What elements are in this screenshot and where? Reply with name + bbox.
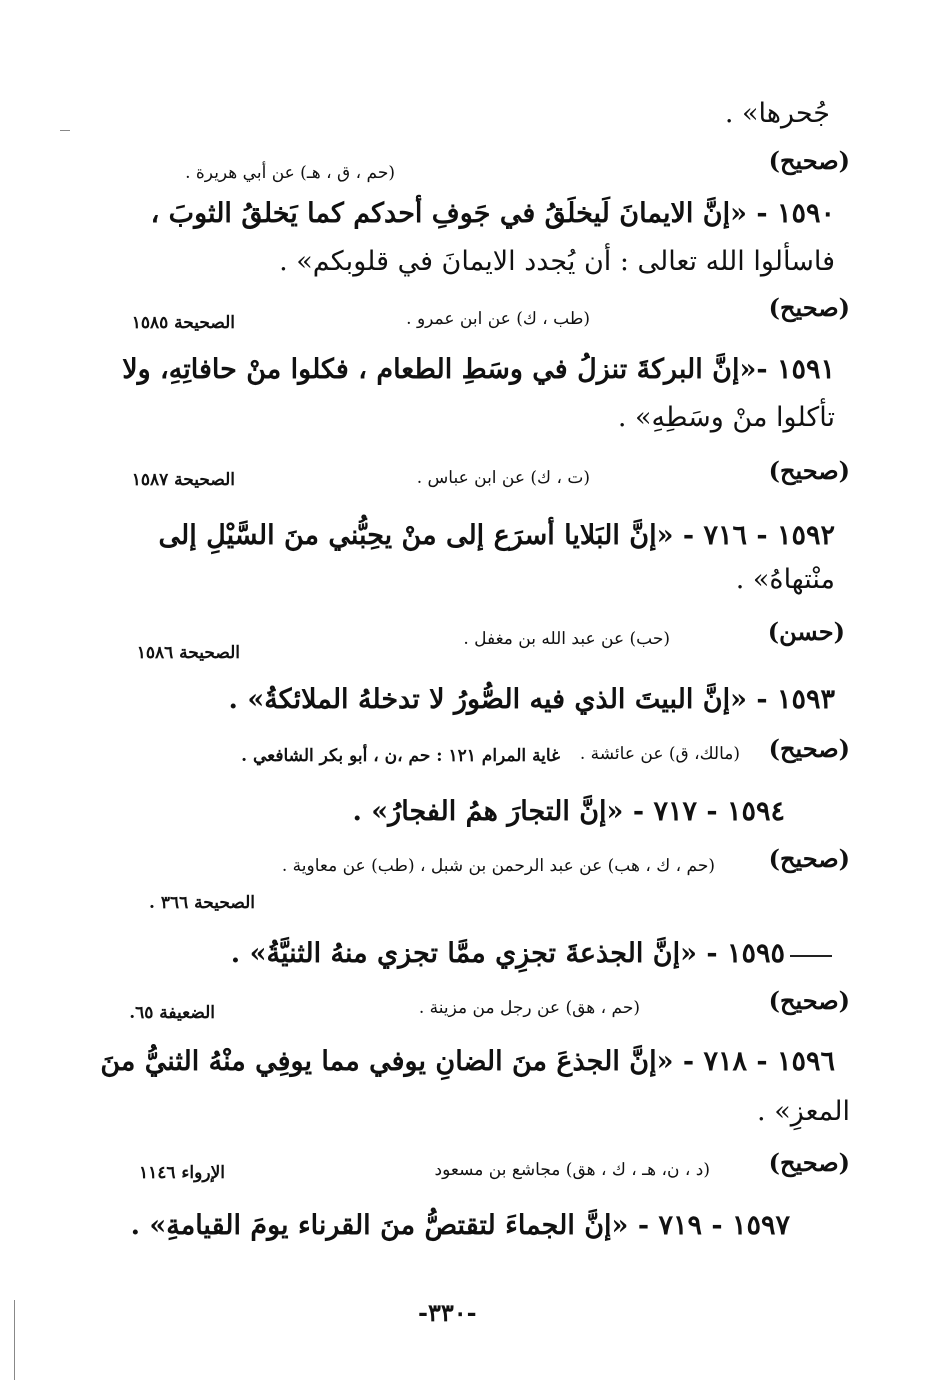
- hadith-line: ١٥٩١ -«إنَّ البركةَ تنزلُ في وسَطِ الطعام ، فكلوا منْ حافاتِهِ، ولا: [122, 354, 835, 385]
- text-line: المعزِ» .: [757, 1096, 850, 1127]
- source-citation: (ت ، ك) عن ابن عباس .: [416, 468, 590, 488]
- grade-label: (صحيح): [768, 734, 850, 763]
- text-line: جُحرها» .: [724, 98, 830, 129]
- grade-label: (صحيح): [768, 293, 850, 322]
- grade-label: (صحيح): [768, 986, 850, 1015]
- grade-label: (صحيح): [768, 146, 850, 175]
- text-line: فاسألوا الله تعالى : أن يُجدد الايمانَ في قلوبكم» .: [279, 246, 835, 277]
- dash-mark: [790, 955, 832, 957]
- hadith-line: ١٥٩٣ - «إنَّ البيتَ الذي فيه الصُّورُ لا تدخلهُ الملائكةُ» .: [228, 684, 835, 715]
- hadith-line: ١٥٩٢ - ٧١٦ - «إنَّ البَلايا أسرَع إلى منْ يحِبُّني منَ السَّيْلِ إلى: [158, 520, 835, 551]
- page-number: -٣٣٠-: [418, 1298, 477, 1327]
- reference: الصحيحة ١٥٨٦: [136, 643, 240, 663]
- scan-mark: [60, 130, 70, 131]
- reference: الصحيحة ١٥٨٧: [131, 470, 235, 490]
- reference: الصحيحة ٣٦٦ .: [148, 893, 255, 913]
- text-line: منْتهاهُ» .: [735, 564, 835, 595]
- grade-label: (حسن): [767, 617, 845, 646]
- scan-edge-line: [14, 1300, 15, 1380]
- hadith-line: ١٥٩٧ - ٧١٩ - «إنَّ الجماءَ لتقتصُّ منَ القرناء يومَ القيامةِ» .: [130, 1210, 790, 1241]
- hadith-line: ١٥٩٤ - ٧١٧ - «إنَّ التجارَ همُ الفجارُ» .: [352, 796, 785, 827]
- hadith-line: ١٥٩٦ - ٧١٨ - «إنَّ الجذعَ منَ الضانِ يوفي مما يوفِي منْهُ الثنيُّ منَ: [100, 1046, 835, 1077]
- reference: الإرواء ١١٤٦: [138, 1163, 225, 1183]
- source-citation: (مالك، ق) عن عائشة .: [579, 744, 740, 764]
- source-citation: (حم ، ك ، هب) عن عبد الرحمن بن شبل ، (طب) عن معاوية .: [281, 856, 715, 876]
- text-line: تأكلوا منْ وسَطِهِ» .: [617, 402, 835, 433]
- hadith-line: ١٥٩٠ - «إنَّ الايمانَ لَيخلَقُ في جَوفِ أحدكم كما يَخلقُ الثوبَ ،: [150, 198, 835, 229]
- source-citation: (حب) عن عبد الله بن مغفل .: [463, 629, 670, 649]
- source-citation: (د ، ن، هـ ، ك ، هق) مجاشع بن مسعود: [434, 1160, 710, 1180]
- grade-label: (صحيح): [768, 456, 850, 485]
- grade-label: (صحيح): [768, 844, 850, 873]
- source-citation: (طب ، ك) عن ابن عمرو .: [406, 309, 590, 329]
- hadith-line: ١٥٩٥ - «إنَّ الجذعةَ تجزِي ممَّا تجزي منهُ الثنيَّةُ» .: [230, 938, 785, 969]
- source-citation: (حم ، ق ، هـ) عن أبي هريرة .: [185, 163, 395, 183]
- reference: الصحيحة ١٥٨٥: [131, 313, 235, 333]
- source-citation: (حم ، هق) عن رجل من مزينة .: [418, 998, 640, 1018]
- reference: غاية المرام ١٢١ : حم ،ن ، أبو بكر الشافعي .: [241, 746, 560, 766]
- reference: الضعيفة ٦٥.: [129, 1003, 215, 1023]
- grade-label: (صحيح): [768, 1148, 850, 1177]
